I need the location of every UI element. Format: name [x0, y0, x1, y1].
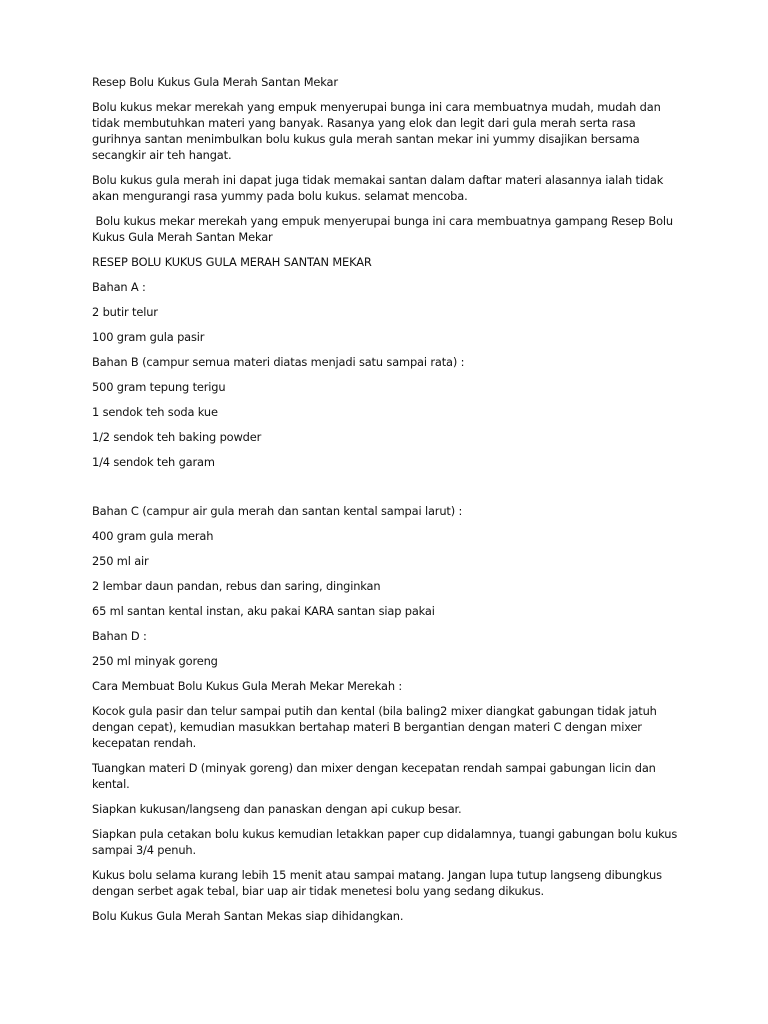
ingredient-item: 1/4 sendok teh garam [92, 455, 215, 469]
ingredient-item: 400 gram gula merah [92, 529, 214, 543]
ingredient-item: 2 lembar daun pandan, rebus dan saring, dinginkan [92, 579, 381, 593]
document-page [92, 74, 682, 933]
intro-paragraph-3: Bolu kukus mekar merekah yang empuk menyerupai bunga ini cara membuatnya gampang Resep Bolu Kukus Gula Merah Santan Mekar [92, 214, 677, 244]
document-title: Resep Bolu Kukus Gula Merah Santan Mekar [92, 75, 338, 89]
bahan-d-label: Bahan D : [92, 629, 147, 643]
ingredient-item: 1 sendok teh soda kue [92, 405, 218, 419]
method-step: Kocok gula pasir dan telur sampai putih dan kental (bila baling2 mixer diangkat gabungan tidak jatuh dengan cepat), kemudian masukkan bertahap materi B bergantian dengan materi C dengan mixer kecepatan rendah. [92, 704, 657, 750]
intro-paragraph-2: Bolu kukus gula merah ini dapat juga tidak memakai santan dalam daftar materi alasannya ialah tidak akan mengurangi rasa yummy pada bolu kukus. selamat mencoba. [92, 173, 664, 203]
intro-paragraph-1: Bolu kukus mekar merekah yang empuk menyerupai bunga ini cara membuatnya mudah, mudah dan tidak membutuhkan materi yang banyak. Rasanya yang elok dan legit dari gula merah serta rasa gurihnya santan menimbulkan bolu kukus gula merah santan mekar ini yummy disajikan bersama secangkir air teh hangat. [92, 100, 661, 162]
bahan-b-label: Bahan B (campur semua materi diatas menjadi satu sampai rata) : [92, 355, 465, 369]
method-heading: Cara Membuat Bolu Kukus Gula Merah Mekar Merekah : [92, 679, 403, 693]
ingredient-item: 65 ml santan kental instan, aku pakai KARA santan siap pakai [92, 604, 435, 618]
method-step: Tuangkan materi D (minyak goreng) dan mixer dengan kecepatan rendah sampai gabungan licin dan kental. [92, 761, 656, 791]
ingredient-item: 100 gram gula pasir [92, 330, 205, 344]
method-step: Siapkan kukusan/langseng dan panaskan dengan api cukup besar. [92, 802, 462, 816]
method-step: Kukus bolu selama kurang lebih 15 menit atau sampai matang. Jangan lupa tutup langseng dibungkus dengan serbet agak tebal, biar uap air tidak menetesi bolu yang sedang dikukus. [92, 868, 662, 898]
method-step: Siapkan pula cetakan bolu kukus kemudian letakkan paper cup didalamnya, tuangi gabungan bolu kukus sampai 3/4 penuh. [92, 827, 678, 857]
ingredient-item: 1/2 sendok teh baking powder [92, 430, 262, 444]
ingredient-item: 2 butir telur [92, 305, 158, 319]
ingredient-item: 250 ml minyak goreng [92, 654, 218, 668]
ingredient-item: 250 ml air [92, 554, 149, 568]
bahan-c-label: Bahan C (campur air gula merah dan santan kental sampai larut) : [92, 504, 463, 518]
bahan-a-label: Bahan A : [92, 280, 146, 294]
method-step: Bolu Kukus Gula Merah Santan Mekas siap dihidangkan. [92, 909, 404, 923]
recipe-heading: RESEP BOLU KUKUS GULA MERAH SANTAN MEKAR [92, 255, 372, 269]
ingredient-item: 500 gram tepung terigu [92, 380, 226, 394]
blank-line [92, 479, 682, 503]
